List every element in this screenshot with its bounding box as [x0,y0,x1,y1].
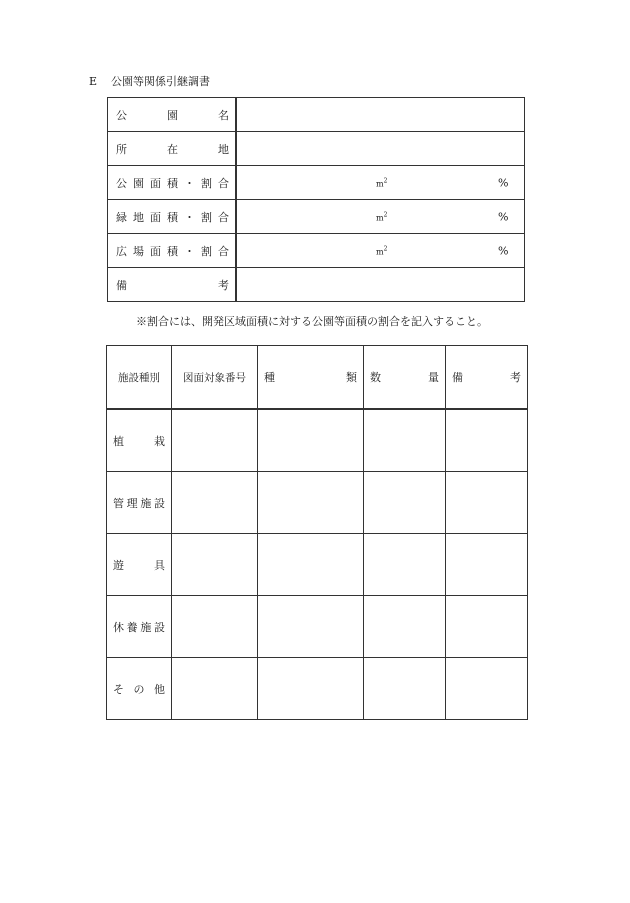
table-cell[interactable] [258,534,364,596]
label-cell [108,234,237,268]
table-row [108,268,525,302]
header-quantity: 数 量 [364,346,446,410]
percent-unit: % [498,210,509,223]
park-area-label: 公 園 面 積 ・ 割 合 [116,176,229,190]
remarks-label: 備 考 [116,278,229,292]
header-row [107,346,528,410]
table-row [108,200,525,234]
row-label-other: そ の 他 [107,658,172,720]
table-cell[interactable] [172,596,258,658]
table-cell[interactable] [364,409,446,472]
table-cell[interactable] [258,472,364,534]
park-summary-table [107,97,525,302]
park-area-value[interactable] [236,166,525,200]
table-cell[interactable] [446,409,528,472]
table-cell[interactable] [446,472,528,534]
section-letter: E [89,75,98,88]
label-cell [108,200,237,234]
table-row [108,98,525,132]
table-cell[interactable] [364,472,446,534]
table-row [108,234,525,268]
header-facility-type: 施設種別 [107,346,172,410]
remarks-value[interactable] [236,268,525,302]
table-row [107,472,528,534]
table-row [107,534,528,596]
label-cell [108,98,237,132]
percent-unit: % [498,244,509,257]
park-name-value[interactable] [236,98,525,132]
green-area-label: 緑 地 面 積 ・ 割 合 [116,210,229,224]
row-label-rest-facility: 休 養 施 設 [107,596,172,658]
table-cell[interactable] [258,596,364,658]
table-row [108,166,525,200]
table-cell[interactable] [172,472,258,534]
label-cell [108,268,237,302]
table-cell[interactable] [364,658,446,720]
table-cell[interactable] [172,409,258,472]
location-label: 所 在 地 [116,142,229,156]
plaza-area-label: 広 場 面 積 ・ 割 合 [116,244,229,258]
table-cell[interactable] [364,596,446,658]
table-row [108,132,525,166]
facility-table [106,345,528,720]
table-cell[interactable] [258,658,364,720]
table-row [107,596,528,658]
table-cell[interactable] [446,534,528,596]
table-cell[interactable] [172,658,258,720]
header-kind: 種 類 [258,346,364,410]
header-remarks: 備 考 [446,346,528,410]
note-text: ※割合には、開発区域面積に対する公園等面積の割合を記入すること。 [136,315,488,328]
table-cell[interactable] [364,534,446,596]
table-cell[interactable] [172,534,258,596]
row-label-play-equipment: 遊 具 [107,534,172,596]
table-cell[interactable] [258,409,364,472]
green-area-value[interactable] [236,200,525,234]
table-cell[interactable] [446,658,528,720]
plaza-area-value[interactable] [236,234,525,268]
area-unit: $m^2$ [376,211,388,222]
label-cell [108,166,237,200]
table-row [107,409,528,472]
row-label-planting: 植 栽 [107,409,172,472]
area-unit: $m^2$ [376,177,388,188]
location-value[interactable] [236,132,525,166]
area-unit: $m^2$ [376,245,388,256]
label-cell [108,132,237,166]
row-label-management: 管 理 施 設 [107,472,172,534]
table-row [107,658,528,720]
document-title [89,73,210,89]
park-name-label: 公 園 名 [116,108,229,122]
percent-unit: % [498,176,509,189]
header-drawing-number: 図面対象番号 [172,346,258,410]
title-text: 公園等関係引継調書 [111,75,211,88]
table-cell[interactable] [446,596,528,658]
